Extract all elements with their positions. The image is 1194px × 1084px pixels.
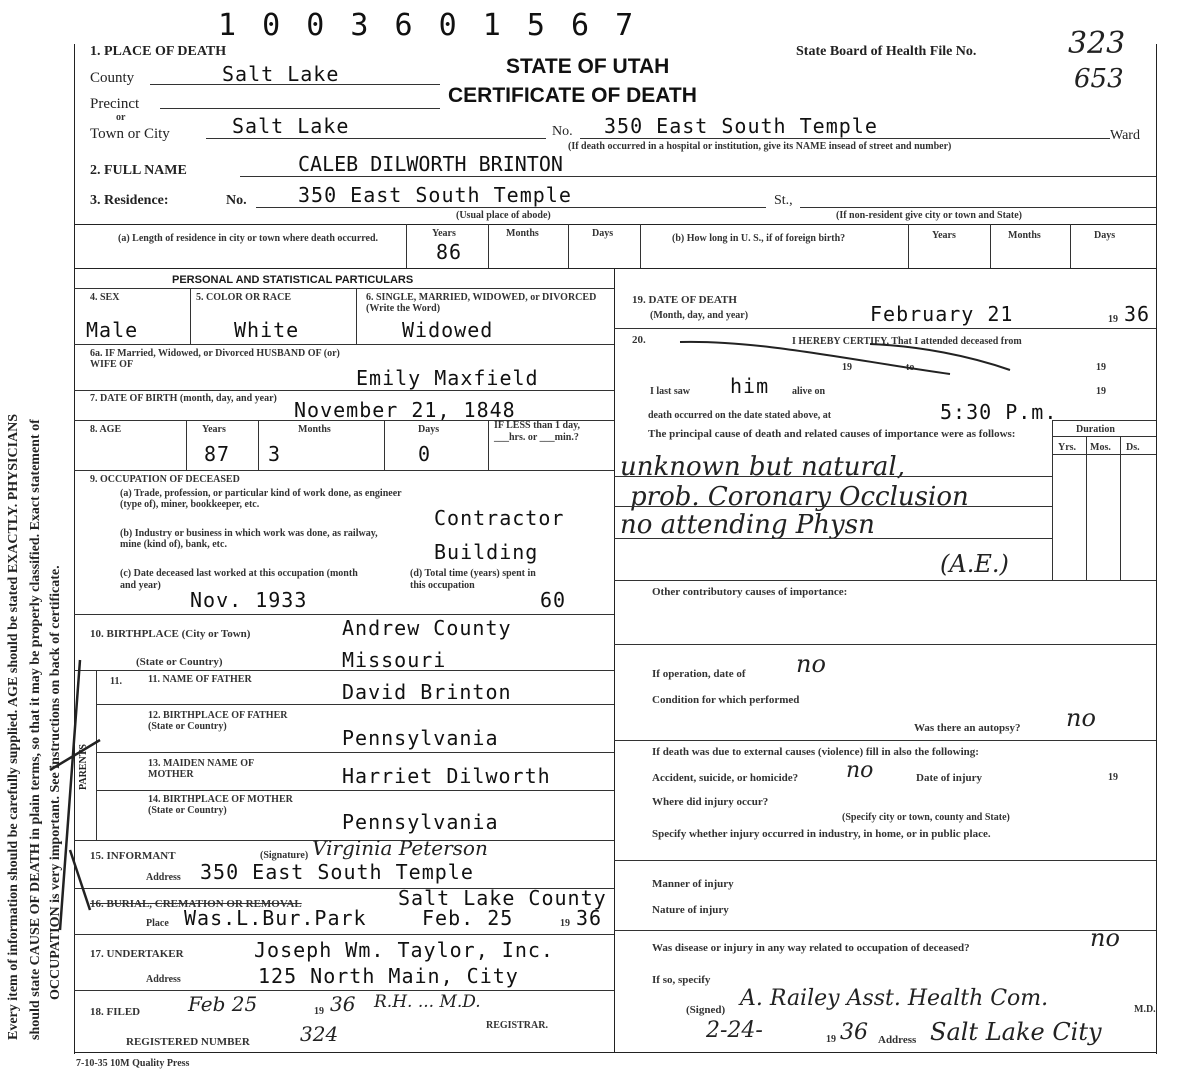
injury-year: 19 (1108, 772, 1118, 783)
certify-year-1: 19 (842, 362, 852, 373)
mother-birthplace-label: 14. BIRTHPLACE OF MOTHER (State or Country) (148, 794, 293, 816)
row-6a-line (74, 390, 614, 391)
footer-print-info: 7-10-35 10M Quality Press (76, 1058, 190, 1069)
autopsy-value: no (1066, 704, 1096, 732)
duration-yrs: Yrs. (1058, 442, 1077, 453)
age-years-header: Years (202, 424, 226, 435)
birthplace-city-value: Andrew County (342, 616, 512, 640)
occupation-a-label: (a) Trade, profession, or particular kind of work done, as engineer (type of), miner, bookkeeper, etc. (120, 488, 402, 510)
marital-value: Widowed (402, 318, 494, 342)
if-so-label: If so, specify (652, 974, 711, 986)
specify-injury-label: Specify whether injury occurred in industry, in home, or in public place. (652, 828, 991, 840)
informant-address-label: Address (146, 872, 181, 883)
us-col-3 (1070, 224, 1071, 268)
alive-year: 19 (1096, 386, 1106, 397)
duration-mid (1052, 436, 1156, 437)
residence-box-bottom (74, 268, 1156, 269)
side-instruction-2: should state CAUSE OF DEATH in plain terms, so that it may be properly classified. Exact statement of (28, 419, 43, 1040)
burial-date-value: Feb. 25 (422, 906, 514, 930)
date-of-death-sub: (Month, day, and year) (650, 310, 749, 321)
cause-label: The principal cause of death and related causes of importance were as follows: (648, 428, 1016, 440)
duration-top (1052, 420, 1156, 421)
place-address-value: 350 East South Temple (604, 114, 878, 138)
accident-value: no (846, 758, 874, 783)
certify-num: 20. (632, 334, 646, 346)
other-causes-label: Other contributory causes of importance: (652, 586, 848, 598)
parents-label: PARENTS (78, 744, 89, 790)
residence-box-top (74, 224, 1156, 225)
residence-no-label: No. (226, 193, 247, 208)
physician-address-label: Address (878, 1034, 917, 1046)
duration-col-2 (1086, 436, 1087, 580)
operation-label: If operation, date of (652, 668, 746, 680)
personal-particulars-header: PERSONAL AND STATISTICAL PARTICULARS (172, 274, 414, 286)
age-col-2 (258, 420, 259, 470)
cause-line-2: prob. Coronary Occlusion (630, 482, 969, 512)
residence-address-value: 350 East South Temple (298, 183, 572, 207)
operation-value: no (796, 650, 826, 678)
town-line (206, 138, 546, 139)
duration-ds: Ds. (1126, 442, 1140, 453)
informant-signature: Virginia Peterson (312, 836, 488, 860)
usual-abode-note: (Usual place of abode) (456, 210, 551, 221)
registered-number-value: 324 (300, 1022, 339, 1046)
cause-line-1: unknown but natural, (620, 452, 905, 482)
physician-address: Salt Lake City (930, 1018, 1102, 1046)
where-injury-label: Where did injury occur? (652, 796, 769, 808)
nature-line (614, 930, 1156, 931)
where-note: (Specify city or town, county and State) (842, 812, 1010, 823)
race-label: 5. COLOR OR RACE (196, 292, 292, 303)
center-divider (614, 268, 615, 1052)
age-days-header: Days (418, 424, 440, 435)
precinct-line (160, 108, 440, 109)
burial-year-value: 36 (576, 906, 603, 930)
cause-rule-2 (614, 506, 1052, 507)
side-instruction-1: Every item of information should be carefully supplied. AGE should be stated EXACTLY. PHYSICIANS (6, 413, 21, 1040)
signed-label: (Signed) (686, 1004, 726, 1016)
autopsy-label: Was there an autopsy? (914, 722, 1021, 734)
informant-signature-label: (Signature) (260, 850, 309, 861)
dob-label: 7. DATE OF BIRTH (month, day, and year) (90, 393, 277, 404)
res-col-4 (640, 224, 641, 268)
date-of-death-label: 19. DATE OF DEATH (632, 294, 737, 306)
burial-place-label: Place (146, 918, 169, 929)
mother-name-label: 13. MAIDEN NAME OF MOTHER (148, 758, 254, 780)
birthplace-state-value: Missouri (342, 648, 447, 672)
row-8-line (74, 470, 614, 471)
burial-place-value: Was.L.Bur.Park (184, 906, 367, 930)
occupation-b-value: Building (434, 540, 539, 564)
row-16-line (74, 934, 614, 935)
non-resident-note: (If non-resident give city or town and State) (836, 210, 1023, 221)
occupation-b-label: (b) Industry or business in which work was done, as railway, mine (kind of), bank, etc. (120, 528, 378, 550)
certificate-title: CERTIFICATE OF DEATH (448, 84, 697, 107)
certify-year-2: 19 (1096, 362, 1106, 373)
strike-through-mark (620, 330, 1040, 380)
occupation-c-value: Nov. 1933 (190, 588, 308, 612)
undertaker-address-label: Address (146, 974, 181, 985)
external-causes-label: If death was due to external causes (violence) fill in also the following: (652, 746, 979, 758)
manner-label: Manner of injury (652, 878, 734, 890)
board-file-number: 323 (1068, 26, 1126, 61)
row-10-line (74, 670, 614, 671)
res-col-1 (406, 224, 407, 268)
cause-rule-4 (614, 580, 1156, 581)
autopsy-line (614, 740, 1156, 741)
cause-line-4: (A.E.) (940, 550, 1009, 578)
death-time-value: 5:30 P.m. (940, 400, 1058, 424)
disease-value: no (1090, 924, 1120, 952)
res-days-header: Days (592, 228, 614, 239)
less-than-day-label: IF LESS than 1 day, ___hrs. or ___min.? (494, 420, 581, 443)
row-19-line (614, 328, 1156, 329)
state-title: STATE OF UTAH (506, 55, 670, 78)
death-year-value: 36 (1124, 302, 1151, 326)
us-months-header: Months (1008, 230, 1041, 241)
address-no-label: No. (552, 124, 573, 139)
occupation-d-label: (d) Total time (years) spent in this occupation (410, 568, 536, 591)
last-saw-value: him (730, 374, 770, 398)
age-col-1 (186, 420, 187, 470)
duration-mos: Mos. (1090, 442, 1111, 453)
res-months-header: Months (506, 228, 539, 239)
age-months-header: Months (298, 424, 331, 435)
occupation-label: 9. OCCUPATION OF DECEASED (90, 474, 240, 485)
mother-birthplace-value: Pennsylvania (342, 810, 499, 834)
accident-label: Accident, suicide, or homicide? (652, 772, 799, 784)
residence-label: 3. Residence: (90, 193, 169, 208)
filed-year-prefix: 19 (314, 1006, 324, 1017)
nature-label: Nature of injury (652, 904, 729, 916)
signed-year: 36 (840, 1020, 868, 1045)
hospital-note: (If death occurred in a hospital or institution, give its NAME insead of street and number) (568, 141, 952, 152)
us-days-header: Days (1094, 230, 1116, 241)
marital-label: 6. SINGLE, MARRIED, WIDOWED, or DIVORCED (Write the Word) (366, 292, 597, 314)
residence-line (256, 207, 766, 208)
condition-label: Condition for which performed (652, 694, 800, 706)
father-name-label: 11. NAME OF FATHER (148, 674, 252, 685)
father-name-value: David Brinton (342, 680, 512, 704)
age-days-value: 0 (418, 442, 432, 466)
age-months-value: 3 (268, 442, 282, 466)
spouse-value: Emily Maxfield (356, 366, 539, 390)
res-years-header: Years (432, 228, 456, 239)
personal-header-line (74, 288, 614, 289)
row-456-line (74, 344, 614, 345)
spouse-label: 6a. IF Married, Widowed, or Divorced HUSBAND OF (or) WIFE OF (90, 348, 340, 370)
race-value: White (234, 318, 300, 342)
race-col-line (356, 288, 357, 344)
margin-handwriting-mark (40, 650, 110, 950)
cause-rule-1 (614, 476, 1052, 477)
age-label: 8. AGE (90, 424, 122, 435)
row-17-line (74, 990, 614, 991)
md-label: M.D. (1134, 1004, 1156, 1015)
duration-col-3 (1120, 436, 1121, 580)
cause-line-3: no attending Physn (620, 510, 875, 540)
row-12-line (96, 752, 614, 753)
side-instruction-3: OCCUPATION is very important. See instructions on back of certificate. (48, 565, 63, 1000)
signed-year-prefix: 19 (826, 1034, 836, 1045)
occupation-a-value: Contractor (434, 506, 565, 530)
precinct-label: Precinct (90, 96, 140, 112)
burial-year-prefix: 19 (560, 918, 570, 929)
registrar-signature: R.H. ... M.D. (374, 992, 481, 1012)
physician-signature: A. Railey Asst. Health Com. (740, 986, 1049, 1011)
us-col-2 (990, 224, 991, 268)
certify-text: I HEREBY CERTIFY, That I attended deceased from (792, 336, 1022, 347)
duration-col-1 (1052, 420, 1053, 580)
birthplace-state-label: (State or Country) (136, 656, 223, 668)
street-label: St., (774, 193, 793, 208)
full-name-value: CALEB DILWORTH BRINTON (298, 152, 563, 176)
undertaker-address-value: 125 North Main, City (258, 964, 519, 988)
occupation-d-value: 60 (540, 588, 567, 612)
death-year-prefix: 19 (1108, 314, 1118, 325)
duration-sub (1052, 454, 1156, 455)
county-value: Salt Lake (222, 62, 340, 86)
occupation-c-label: (c) Date deceased last worked at this occupation (month and year) (120, 568, 358, 591)
sex-col-line (190, 288, 191, 344)
row-11-line (96, 704, 614, 705)
row-9-line (74, 614, 614, 615)
res-years-value: 86 (436, 240, 463, 264)
alive-on-label: alive on (792, 386, 826, 397)
other-causes-line (614, 644, 1156, 645)
town-value: Salt Lake (232, 114, 350, 138)
registered-number-label: REGISTERED NUMBER (126, 1036, 250, 1048)
last-saw-label: I last saw (650, 386, 691, 397)
us-col-1 (908, 224, 909, 268)
father-birthplace-label: 12. BIRTHPLACE OF FATHER (State or Country) (148, 710, 288, 732)
age-col-3 (384, 420, 385, 470)
age-years-value: 87 (204, 442, 231, 466)
street-line (800, 207, 1156, 208)
outer-bottom-border (74, 1052, 1156, 1053)
father-num: 11. (110, 676, 122, 687)
res-col-2 (488, 224, 489, 268)
sex-label: 4. SEX (90, 292, 120, 303)
us-years-header: Years (932, 230, 956, 241)
informant-address-value: 350 East South Temple (200, 860, 474, 884)
row-13-line (96, 790, 614, 791)
filed-label: 18. FILED (90, 1006, 141, 1018)
or-label: or (116, 112, 126, 123)
length-residence-label: (a) Length of residence in city or town where death occurred. (118, 233, 379, 244)
injury-date-label: Date of injury (916, 772, 982, 784)
undertaker-label: 17. UNDERTAKER (90, 948, 184, 960)
undertaker-value: Joseph Wm. Taylor, Inc. (254, 938, 554, 962)
certify-to: to (906, 362, 915, 373)
place-address-line (580, 138, 1110, 139)
date-of-death-value: February 21 (870, 302, 1014, 326)
burial-county-value: Salt Lake County (398, 886, 607, 910)
specify-line (614, 860, 1156, 861)
full-name-label: 2. FULL NAME (90, 163, 187, 178)
full-name-line (240, 176, 1156, 177)
age-col-4 (488, 420, 489, 470)
cause-rule-3 (614, 538, 1052, 539)
board-file-label: State Board of Health File No. (796, 44, 977, 59)
duration-header: Duration (1076, 424, 1115, 435)
death-occurred-label: death occurred on the date stated above, at (648, 410, 832, 421)
foreign-birth-label: (b) How long in U. S., if of foreign birth? (672, 233, 846, 244)
filed-date-value: Feb 25 (188, 992, 258, 1016)
board-file-number-2: 653 (1074, 64, 1124, 94)
burial-label: 16. BURIAL, CREMATION OR REMOVAL (90, 898, 302, 910)
disease-label: Was disease or injury in any way related to occupation of deceased? (652, 942, 970, 954)
certificate-serial-number: 1 0 0 3 6 0 1 5 6 7 (218, 8, 638, 43)
dob-value: November 21, 1848 (294, 398, 516, 422)
informant-label: 15. INFORMANT (90, 850, 176, 862)
filed-year-value: 36 (330, 992, 356, 1016)
signed-date: 2-24- (706, 1018, 763, 1043)
place-of-death-label: 1. PLACE OF DEATH (90, 44, 227, 59)
mother-name-value: Harriet Dilworth (342, 764, 551, 788)
registrar-label: REGISTRAR. (486, 1020, 548, 1031)
outer-right-border (1156, 44, 1157, 1054)
town-label: Town or City (90, 126, 170, 142)
ward-label: Ward (1110, 128, 1140, 143)
res-col-3 (568, 224, 569, 268)
county-label: County (90, 70, 135, 86)
father-birthplace-value: Pennsylvania (342, 726, 499, 750)
birthplace-label: 10. BIRTHPLACE (City or Town) (90, 628, 251, 640)
sex-value: Male (86, 318, 139, 342)
county-line (150, 84, 440, 85)
